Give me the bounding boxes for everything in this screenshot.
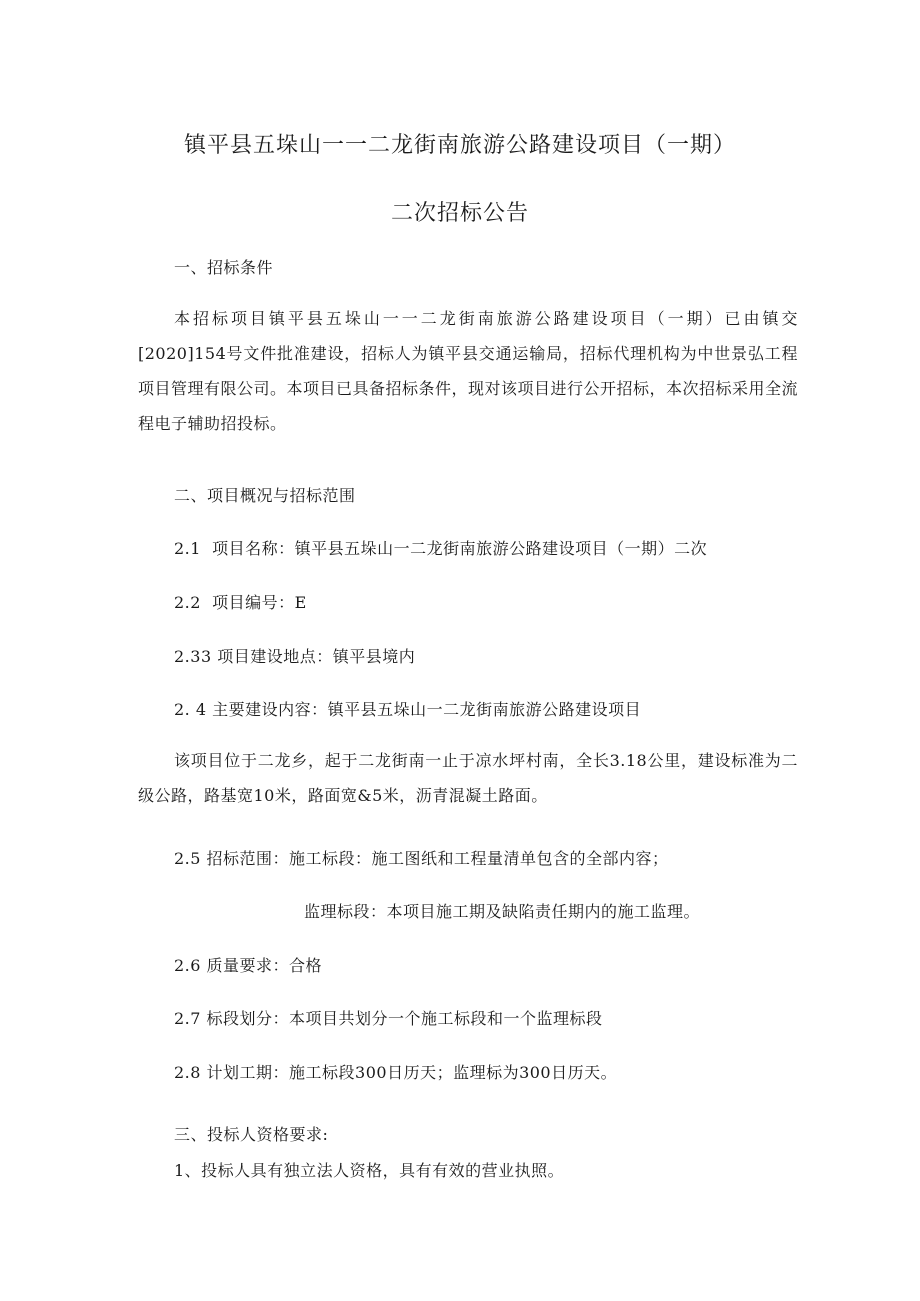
section1-heading: 一、招标条件 bbox=[174, 258, 274, 277]
item-2-3: 2.33 项目建设地点：镇平县境内 bbox=[174, 647, 416, 666]
item-2-4-detail-text: 该项目位于二龙乡，起于二龙街南一止于凉水坪村南，全长3.18公里，建设标准为二级公路，路基宽10米，路面宽&5米，沥青混凝土路面。 bbox=[138, 751, 798, 805]
section3-item-1: 1、投标人具有独立法人资格，具有有效的营业执照。 bbox=[174, 1161, 565, 1180]
section2-heading: 二、项目概况与招标范围 bbox=[174, 486, 356, 505]
item-2-4: 2. 4 主要建设内容：镇平县五垛山一二龙街南旅游公路建设项目 bbox=[174, 700, 642, 719]
section3-heading: 三、投标人资格要求: bbox=[174, 1125, 329, 1144]
section1-paragraph-text: 本招标项目镇平县五垛山一一二龙街南旅游公路建设项目（一期）已由镇交[2020]154号文件批准建设，招标人为镇平县交通运输局，招标代理机构为中世景弘工程项目管理有限公司。本项目已具备招标条件，现对该项目进行公开招标，本次招标采用全流程电子辅助招投标。 bbox=[138, 309, 799, 433]
item-2-7: 2.7 标段划分：本项目共划分一个施工标段和一个监理标段 bbox=[174, 1009, 603, 1028]
item-2-1: 2.1 项目名称：镇平县五垛山一二龙街南旅游公路建设项目（一期）二次 bbox=[174, 539, 708, 558]
document-title-line1: 镇平县五垛山一一二龙街南旅游公路建设项目（一期） bbox=[183, 133, 736, 158]
item-2-4-detail bbox=[138, 743, 798, 813]
item-2-5-supervision: 监理标段：本项目施工期及缺陷责任期内的施工监理。 bbox=[304, 902, 701, 921]
document-title-line2: 二次招标公告 bbox=[390, 201, 529, 226]
item-2-2: 2.2 项目编号：E bbox=[174, 593, 307, 612]
item-2-5: 2.5 招标范围：施工标段：施工图纸和工程量清单包含的全部内容； bbox=[174, 849, 669, 868]
item-2-6: 2.6 质量要求：合格 bbox=[174, 956, 323, 975]
item-2-8: 2.8 计划工期：施工标段300日历天；监理标为300日历天。 bbox=[174, 1063, 618, 1082]
section1-paragraph bbox=[138, 301, 798, 441]
